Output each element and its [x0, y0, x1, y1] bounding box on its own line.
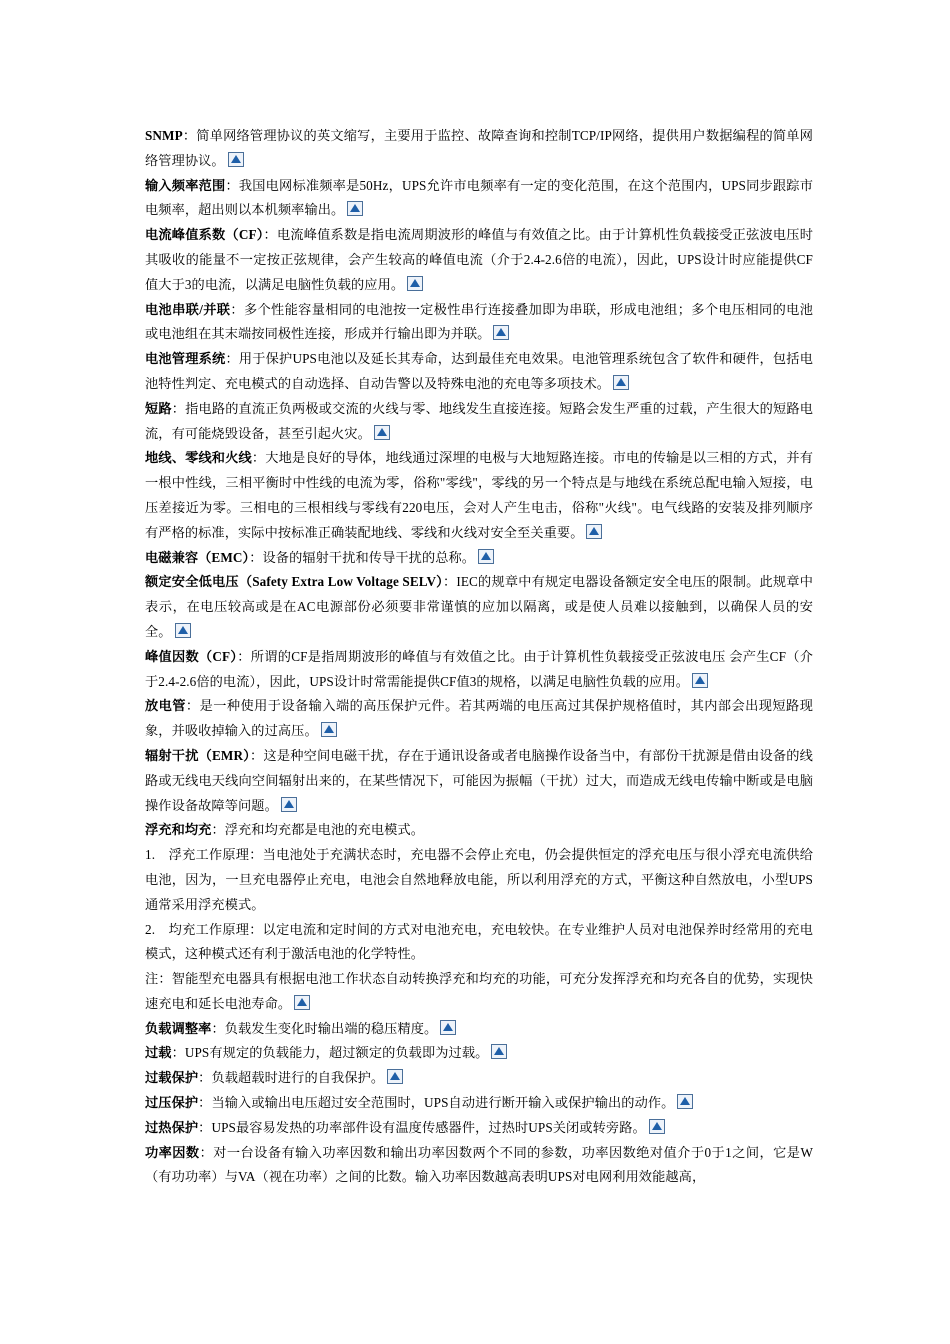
- back-to-top-icon[interactable]: [491, 1044, 507, 1059]
- entry-term: 电池串联/并联: [145, 301, 231, 317]
- back-to-top-icon[interactable]: [677, 1094, 693, 1109]
- entry-description: 负载超载时进行的自我保护。: [211, 1070, 385, 1086]
- entry-separator: ：: [442, 574, 457, 590]
- glossary-entry: [145, 1041, 813, 1066]
- back-to-top-icon[interactable]: [294, 995, 310, 1010]
- entry-term: 短路: [145, 400, 172, 416]
- back-to-top-icon[interactable]: [374, 425, 390, 440]
- back-to-top-icon[interactable]: [440, 1020, 456, 1035]
- entry-term: 过热保护: [145, 1119, 199, 1135]
- entry-term: SNMP: [145, 128, 183, 143]
- entry-separator: ：: [198, 1119, 212, 1135]
- glossary-entry: [145, 1091, 813, 1116]
- back-to-top-icon[interactable]: [478, 549, 494, 564]
- entry-term: 额定安全低电压（Safety Extra Low Voltage SELV）: [145, 574, 443, 590]
- entry-separator: ：: [185, 698, 200, 714]
- back-to-top-icon[interactable]: [347, 201, 363, 216]
- entry-term: 输入频率范围: [145, 177, 226, 193]
- entry-description: 所谓的CF是指周期波形的峰值与有效值之比。由于计算机性负载接受正弦波电压 会产生CF（介于2.4-2.6倍的电流），因此，UPS设计时常需能提供CF值3的规格，以满足电脑性负载的应用。: [145, 648, 813, 689]
- entry-description: 我国电网标准频率是50Hz，UPS允许市电频率有一定的变化范围，在这个范围内，UPS同步跟踪市电频率，超出则以本机频率输出。: [145, 177, 813, 218]
- entry-term: 过压保护: [145, 1095, 199, 1111]
- document-body: [145, 124, 813, 1190]
- entry-term: 放电管: [145, 698, 186, 714]
- back-to-top-icon[interactable]: [175, 623, 191, 638]
- back-to-top-icon[interactable]: [387, 1069, 403, 1084]
- glossary-entry: [145, 694, 813, 744]
- entry-term: 电流峰值系数（CF）: [145, 227, 264, 243]
- entry-term: 辐射干扰（EMR）: [145, 747, 251, 763]
- glossary-entry: [145, 1017, 813, 1042]
- glossary-entry: [145, 1066, 813, 1091]
- entry-description: 1. 浮充工作原理：当电池处于充满状态时，充电器不会停止充电，仍会提供恒定的浮充电压与很小浮充电流供给电池，因为，一旦充电器停止充电，电池会自然地释放电能，所以利用浮充的方式，平衡这种自然放电，小型UPS通常采用浮充模式。: [145, 847, 813, 912]
- entry-separator: ：: [230, 301, 244, 317]
- entry-separator: ：: [249, 549, 263, 565]
- back-to-top-icon[interactable]: [649, 1119, 665, 1134]
- entry-term: 峰值因数（CF）: [145, 648, 238, 664]
- entry-description: UPS有规定的负载能力，超过额定的负载即为过载。: [184, 1045, 489, 1061]
- entry-description: UPS最容易发热的功率部件设有温度传感器件，过热时UPS关闭或转旁路。: [211, 1119, 646, 1135]
- entry-separator: ：: [225, 351, 239, 367]
- glossary-entry: [145, 570, 813, 644]
- entry-description: 2. 均充工作原理：以定电流和定时间的方式对电池充电，充电较快。在专业维护人员对电池保养时经常用的充电模式，这种模式还有利于激活电池的化学特性。: [145, 921, 813, 962]
- back-to-top-icon[interactable]: [692, 673, 708, 688]
- entry-description: 指电路的直流正负两极或交流的火线与零、地线发生直接连接。短路会发生严重的过载，产生很大的短路电流，有可能烧毁设备，甚至引起火灾。: [145, 400, 814, 441]
- entry-description: 设备的辐射干扰和传导干扰的总称。: [262, 549, 476, 565]
- entry-separator: ：: [263, 227, 277, 243]
- entry-term: 电池管理系统: [145, 351, 226, 367]
- entry-term: 功率因数: [145, 1144, 200, 1160]
- entry-separator: ：: [211, 1020, 225, 1036]
- back-to-top-icon[interactable]: [228, 152, 244, 167]
- entry-separator: ：: [198, 1095, 212, 1111]
- entry-description: 浮充和均充都是电池的充电模式。: [224, 822, 425, 838]
- glossary-entry: [145, 967, 813, 1017]
- entry-term: 浮充和均充: [145, 822, 212, 838]
- entry-separator: ：: [199, 1144, 214, 1160]
- entry-separator: ：: [251, 450, 266, 466]
- entry-description: 是一种使用于设备输入端的高压保护元件。若其两端的电压高过其保护规格值时，其内部会出现短路现象，并吸收掉输入的过高压。: [145, 698, 813, 739]
- back-to-top-icon[interactable]: [493, 325, 509, 340]
- entry-description: 对一台设备有输入功率因数和输出功率因数两个不同的参数，功率因数绝对值介于0于1之间，它是W（有功功率）与VA（视在功率）之间的比数。输入功率因数越高表明UPS对电网利用效能越高，: [145, 1144, 813, 1185]
- entry-separator: ：: [225, 177, 239, 193]
- entry-description: 注：智能型充电器具有根据电池工作状态自动转换浮充和均充的功能，可充分发挥浮充和均充各自的优势，实现快速充电和延长电池寿命。: [145, 971, 813, 1011]
- entry-term: 电磁兼容（EMC）: [145, 549, 250, 565]
- back-to-top-icon[interactable]: [586, 524, 602, 539]
- back-to-top-icon[interactable]: [407, 276, 423, 291]
- entry-separator: ：: [250, 747, 264, 763]
- entry-separator: ：: [171, 400, 186, 416]
- glossary-entry: [145, 397, 813, 447]
- entry-description: 多个性能容量相同的电池按一定极性串行连接叠加即为串联，形成电池组；多个电压相同的电池或电池组在其末端按同极性连接，形成并行输出即为并联。: [145, 301, 813, 342]
- glossary-entry: [145, 546, 813, 571]
- entry-separator: ：: [198, 1070, 212, 1086]
- entry-description: 当输入或输出电压超过安全范围时，UPS自动进行断开输入或保护输出的动作。: [211, 1095, 675, 1111]
- entry-separator: ：: [211, 822, 225, 838]
- entry-description: 大地是良好的导体，地线通过深埋的电极与大地短路连接。市电的传输是以三相的方式，并有一根中性线，三相平衡时中性线的电流为零，俗称"零线"，零线的另一个特点是与地线在系统总配电输入短接，电压差接近为零。三相电的三根相线与零线有220电压，会对人产生电击，俗称"火线"。电气线路的安装及排列顺序有严格的标准，实际中按标准正确装配地线、零线和火线对安全至关重要。: [145, 450, 813, 540]
- back-to-top-icon[interactable]: [613, 375, 629, 390]
- entry-term: 地线、零线和火线: [145, 450, 252, 466]
- glossary-entry: [145, 744, 813, 818]
- entry-term: 过载保护: [145, 1070, 199, 1086]
- entry-separator: ：: [182, 128, 197, 143]
- glossary-entry: [145, 645, 813, 695]
- glossary-entry: [145, 223, 813, 297]
- entry-description: 用于保护UPS电池以及延长其寿命，达到最佳充电效果。电池管理系统包含了软件和硬件，包括电池特性判定、充电模式的自动选择、自动告警以及特殊电池的充电等多项技术。: [145, 351, 813, 391]
- glossary-entry: [145, 818, 813, 843]
- entry-term: 过载: [145, 1045, 172, 1061]
- glossary-entry: [145, 446, 813, 545]
- glossary-entry: [145, 1141, 813, 1191]
- glossary-entry: [145, 124, 813, 174]
- glossary-entry: [145, 347, 813, 397]
- entry-description: IEC的规章中有规定电器设备额定安全电压的限制。此规章中表示，在电压较高或是在AC电源部份必须要非常谨慎的应加以隔离，或是使人员难以接触到，以确保人员的安全。: [145, 574, 813, 639]
- entry-description: 电流峰值系数是指电流周期波形的峰值与有效值之比。由于计算机性负载接受正弦波电压时其吸收的能量不一定按正弦规律，会产生较高的峰值电流（介于2.4-2.6倍的电流），因此，UPS设计时应能提供CF值大于3的电流，以满足电脑性负载的应用。: [145, 227, 813, 292]
- glossary-entry: [145, 1116, 813, 1141]
- entry-description: 负载发生变化时输出端的稳压精度。: [224, 1020, 438, 1036]
- glossary-entry: [145, 298, 813, 348]
- back-to-top-icon[interactable]: [281, 797, 297, 812]
- entry-description: 这是种空间电磁干扰，存在于通讯设备或者电脑操作设备当中，有部份干扰源是借由设备的线路或无线电天线向空间辐射出来的，在某些情况下，可能因为振幅（干扰）过大，而造成无线电传输中断或是电脑操作设备故障等问题。: [145, 747, 813, 813]
- entry-description: 简单网络管理协议的英文缩写，主要用于监控、故障查询和控制TCP/IP网络，提供用户数据编程的简单网络管理协议。: [145, 128, 813, 168]
- glossary-entry: [145, 174, 813, 224]
- entry-separator: ：: [171, 1045, 185, 1061]
- glossary-entry: [145, 918, 813, 968]
- entry-term: 负载调整率: [145, 1020, 212, 1036]
- back-to-top-icon[interactable]: [321, 722, 337, 737]
- entry-separator: ：: [237, 648, 251, 664]
- glossary-entry: [145, 843, 813, 917]
